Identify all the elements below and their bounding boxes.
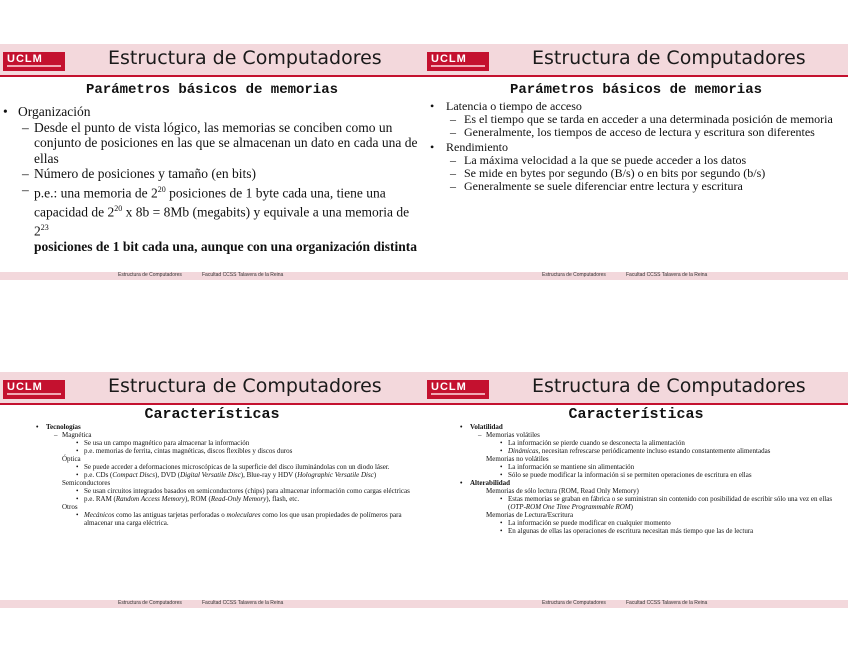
slide-title: Parámetros básicos de memorias [509,82,763,98]
slide-footer [0,600,424,608]
category-label: Óptica [62,455,81,463]
category-label: Memorias de sólo lectura (ROM, Read Only Memory) [486,487,639,495]
uclm-logo [3,380,65,399]
sub-bullet: – Generalmente se suele diferenciar entre lectura y escritura [424,180,842,193]
bullet: • Latencia o tiempo de acceso [424,100,848,113]
slide-title: Características [568,406,704,423]
sub-bullet: – Se mide en bytes por segundo (B/s) o en bits por segundo (b/s) [424,167,842,180]
bullet: • Rendimiento [424,141,848,154]
slide-2 [424,44,848,280]
logo-text: UCLM [7,381,43,393]
sub-bullet: – Es el tiempo que se tarda en acceder a una determinada posición de memoria [424,113,842,126]
slide-title: Parámetros básicos de memorias [85,82,339,98]
sub-sub-bullet: • La información se mantiene sin alimentación [424,463,842,471]
sub-bullet: – p.e.: una memoria de $2^{20}$ posiciones de 1 byte cada una, tiene una capacidad de $2^{20}$ x 8b = 8Mb (megabits) y equivale a una memoria de $2^{23}$ posiciones de 1 bit cada una, aunque con una organización distinta [0,182,420,255]
sub-bullet: – Número de posiciones y tamaño (en bits) [0,166,420,182]
footer-course: Estructura de Computadores [542,600,606,606]
slide-title: Características [144,406,280,423]
footer-faculty: Facultad CCSS Talavera de la Reina [626,272,708,278]
sub-sub-bullet: • Se usan circuitos integrados basados en semiconductores (chips) para almacenar información como cargas eléctricas [0,487,418,495]
category-label: Otros [62,503,78,511]
slide-header [424,44,848,77]
slide-header [424,372,848,405]
footer-course: Estructura de Computadores [542,272,606,278]
sub-sub-bullet: • La información se puede modificar en cualquier momento [424,519,842,527]
sub-sub-bullet: • Se usa un campo magnético para almacenar la información [0,439,418,447]
sub-sub-bullet: • En algunas de ellas las operaciones de escritura necesitan más tiempo que las de lectura [424,527,842,535]
bullet: • Volatilidad [424,423,848,431]
course-title: Estructura de Computadores [532,375,806,397]
footer-faculty: Facultad CCSS Talavera de la Reina [202,600,284,606]
sub-bullet: – Generalmente, los tiempos de acceso de lectura y escritura son diferentes [424,126,842,139]
sub-bullet: – Desde el punto de vista lógico, las memorias se conciben como un conjunto de posiciones en las que se almacenan un dato en cada una de ellas [0,120,420,167]
bullet: • Alterabilidad [424,479,848,487]
footer-faculty: Facultad CCSS Talavera de la Reina [202,272,284,278]
footer-course: Estructura de Computadores [118,600,182,606]
course-title: Estructura de Computadores [108,47,382,69]
slide-4 [424,372,848,608]
sub-sub-bullet: • Sólo se puede modificar la información si se permiten operaciones de escritura en ellas [424,471,842,479]
sub-sub-bullet: • Mecánicos como las antiguas tarjetas perforadas o moleculares como los que usan propiedades de polímeros para almacenar una carga eléctrica. [0,511,418,527]
sub-sub-bullet: • p.e. memorias de ferrita, cintas magnéticas, discos flexibles y discos duros [0,447,418,455]
category-label: Memorias de Lectura/Escritura [486,511,574,519]
course-title: Estructura de Computadores [108,375,382,397]
uclm-logo [427,52,489,71]
slide-header [0,44,424,77]
slide-3 [0,372,424,608]
sub-bullet: – Memorias volátiles [424,431,848,439]
logo-text: UCLM [7,53,43,65]
sub-sub-bullet: • La información se pierde cuando se desconecta la alimentación [424,439,842,447]
course-title: Estructura de Computadores [532,47,806,69]
slide-footer [0,272,424,280]
slide-header [0,372,424,405]
footer-course: Estructura de Computadores [118,272,182,278]
logo-text: UCLM [431,53,467,65]
bullet: • Organización [0,104,424,120]
slide-footer [424,272,848,280]
footer-faculty: Facultad CCSS Talavera de la Reina [626,600,708,606]
uclm-logo [427,380,489,399]
sub-sub-bullet: • Se puede acceder a deformaciones microscópicas de la superficie del disco iluminándolas con un diodo láser. [0,463,418,471]
category-label: Semiconductores [62,479,111,487]
slide-body [0,423,424,527]
slide-1 [0,44,424,280]
sub-sub-bullet: • Estas memorias se graban en fábrica o se suministran sin contenido con posibilidad de escribir sólo una vez en ellas (OTP-ROM One Time Programmable ROM) [424,495,842,511]
sub-sub-bullet: • Dinámicas, necesitan refrescarse periódicamente incluso estando constantemente alimentadas [424,447,842,455]
category-label: Memorias no volátiles [486,455,549,463]
sub-bullet: – Magnética [0,431,424,439]
slide-body [424,100,848,193]
slide-body [0,104,424,254]
logo-text: UCLM [431,381,467,393]
slide-footer [424,600,848,608]
sub-sub-bullet: • p.e. CDs (Compact Discs), DVD (Digital Versatile Disc), Blue-ray y HDV (Holographic Versatile Disc) [0,471,418,479]
bullet: • Tecnologías [0,423,424,431]
slide-body [424,423,848,535]
sub-sub-bullet: • p.e. RAM (Random Access Memory), ROM (Read-Only Memory), flash, etc. [0,495,418,503]
uclm-logo [3,52,65,71]
sub-bullet: – La máxima velocidad a la que se puede acceder a los datos [424,154,842,167]
